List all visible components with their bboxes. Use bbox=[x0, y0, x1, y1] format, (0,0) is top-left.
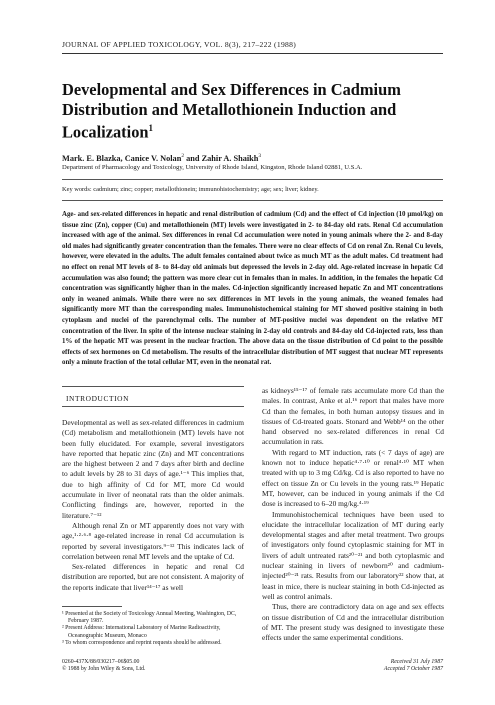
footnote-rule bbox=[62, 606, 122, 607]
author-mark-2: 3 bbox=[258, 153, 262, 159]
body-paragraph: Immunohistochemical techniques have been used to elucidate the intracellular localization of MT during early developmental stages and after metal treatment. Two groups of investigators only found cytoplasmic staining for MT in livers of adult untreated rats²⁰⁻²¹ and both cytoplasmic and nuclear staining in livers of newborn²⁰ and cadmium-injected²⁰⁻²¹ rats. Results from our laboratory²² show that, at least in mice, there is nuclear staining in both Cd-injected as well as control animals. bbox=[262, 509, 444, 601]
author-affiliation: Department of Pharmacology and Toxicology, University of Rhode Island, Kingston, Rhode Island 02881, U.S.A. bbox=[62, 164, 363, 171]
author-list bbox=[62, 153, 261, 163]
received-date: Received 31 July 1987 bbox=[390, 659, 443, 665]
body-paragraph: as kidneys¹⁵⁻¹⁷ of female rats accumulate more Cd than the males. In contrast, Anke et al.¹⁶ report that males have more Cd than the females, in both human autopsy tissues and in tissues of Cd-treated goats. Stonard and Webb¹⁴ on the other hand observed no sex-related differences in renal Cd accumulation in rats. bbox=[262, 386, 444, 447]
journal-header: JOURNAL OF APPLIED TOXICOLOGY, VOL. 8(3), 217–222 (1988) bbox=[62, 40, 297, 49]
footnote: ² Present Address: International Laboratory of Marine Radioactivity, Oceanographic Museum, Monaco bbox=[62, 625, 221, 639]
section-heading-introduction: INTRODUCTION bbox=[66, 394, 130, 403]
body-paragraph: With regard to MT induction, rats (< 7 days of age) are known not to induce hepatic⁴·⁷·¹⁰ or renal⁴·¹⁰ MT when treated with up to 3 mg Cd/kg. Cd is also reported to have no effect on tissue Zn or Cu levels in the young rats.¹⁹ Hepatic MT, however, can be induced in young animals if the Cd dose is increased to 6–20 mg/kg.⁴·¹⁹ bbox=[262, 447, 444, 509]
keywords-rule-bottom bbox=[62, 200, 443, 201]
accepted-date: Accepted 7 October 1987 bbox=[383, 666, 443, 673]
article-title-text: Developmental and Sex Differences in Cadmium Distribution and Metallothionein Induction and Localization bbox=[62, 80, 401, 142]
author-names-1: Mark. E. Blazka, Canice V. Nolan bbox=[62, 153, 182, 163]
right-column-body bbox=[262, 386, 444, 643]
intro-rule-top bbox=[62, 386, 244, 387]
footnote: ³ To whom correspondence and reprint requests should be addressed. bbox=[62, 639, 222, 646]
intro-paragraph: Although renal Zn or MT apparently does not vary with age,¹·²·⁶·⁸ age-related increase in renal Cd accumulation is reported by several investigators.⁹⁻¹² This indicates lack of correlation between renal MT levels and the uptake of Cd. bbox=[62, 520, 244, 561]
author-names-2: and Zahir A. Shaikh bbox=[184, 153, 259, 163]
intro-paragraph: Developmental as well as sex-related differences in cadmium (Cd) metabolism and metallothionein (MT) levels have not been fully elucidated. For example, several investigators have reported that hepatic zinc (Zn) and MT concentrations are the highest between 2 and 7 days after birth and decline to adult levels by 28 to 31 days of age.¹⁻⁶ This implies that, due to high affinity of Cd for MT, more Cd would accumulate in liver of neonatal rats than the older animals. Conflicting findings are, however, reported in the literature.⁷⁻¹² bbox=[62, 418, 244, 520]
copyright-block bbox=[62, 659, 145, 673]
keywords-rule-top bbox=[62, 179, 443, 180]
author-mark-1: 2 bbox=[181, 153, 185, 159]
intro-rule-bottom bbox=[62, 406, 244, 407]
body-paragraph: Thus, there are contradictory data on age and sex effects on tissue distribution of Cd and the intracellular distribution of MT. The present study was designed to investigate these effects under the same experimental conditions. bbox=[262, 602, 444, 643]
issn-line: 0260-437X/88/030217–06$05.00 bbox=[62, 659, 140, 665]
copyright-line: © 1988 by John Wiley & Sons, Ltd. bbox=[62, 666, 146, 673]
keywords: Key words: cadmium; zinc; copper; metallothionein; immunohistochemistry; age; sex; liver; kidney. bbox=[62, 186, 319, 193]
intro-paragraph: Sex-related differences in hepatic and renal Cd distribution are reported, but are not consistent. A majority of the reports indicate that liver¹⁴⁻¹⁷ as well bbox=[62, 562, 244, 592]
header-rule bbox=[62, 53, 443, 54]
footnotes bbox=[62, 611, 244, 647]
article-title bbox=[62, 80, 442, 142]
received-dates bbox=[384, 659, 443, 673]
title-footnote-mark: 1 bbox=[148, 123, 153, 134]
abstract: Age- and sex-related differences in hepatic and renal distribution of cadmium (Cd) and the effect of Cd injection (10 μmol/kg) on tissue zinc (Zn), copper (Cu) and metallothionein (MT) levels were investigated in 2- to 84-day old rats. Renal Cd accumulation increased with age of the animal. Sex differences in renal Cd accumulation were noted in young animals where the 2- and 8-day old males had significantly greater concentration than the females. There were no clear effects of Cd on renal Zn. Renal Cu levels, however, were elevated in the adults. The adult females contained about twice as much MT as the adult males. Cd treatment had no effect on renal MT levels of 8- to 84-day old animals but depressed the levels in 2-day old. Age-related increase in hepatic Cd accumulation was also found; the pattern was more clear cut in females than in males. In addition, in the females the hepatic Cd concentration was significantly higher than in the males. Cd-injection significantly increased hepatic Zn and MT concentrations only in weaned animals. While there were no sex differences in MT levels in the young animals, the weaned females had significantly more MT than the corresponding males. Immunohistochemical staining for MT showed positive staining in both cytoplasm and nuclei of the parenchymal cells. The number of MT-positive nuclei was dependent on the relative MT concentration of the liver. In spite of the intense nuclear staining in 2-day old controls and 84-day old Cd-injected rats, less than 1% of the hepatic MT was present in the nuclear fraction. The above data on the tissue distribution of Cd point to the possible effects of sex hormones on Cd metabolism. The results of the intracellular distribution of MT suggest that nuclear MT represents only a minute fraction of the total cellular MT, even in the neonatal rat. bbox=[62, 211, 443, 367]
footnote: ¹ Presented at the Society of Toxicology Annual Meeting, Washington, DC, February 1987. bbox=[62, 611, 237, 625]
introduction-body bbox=[62, 418, 244, 593]
